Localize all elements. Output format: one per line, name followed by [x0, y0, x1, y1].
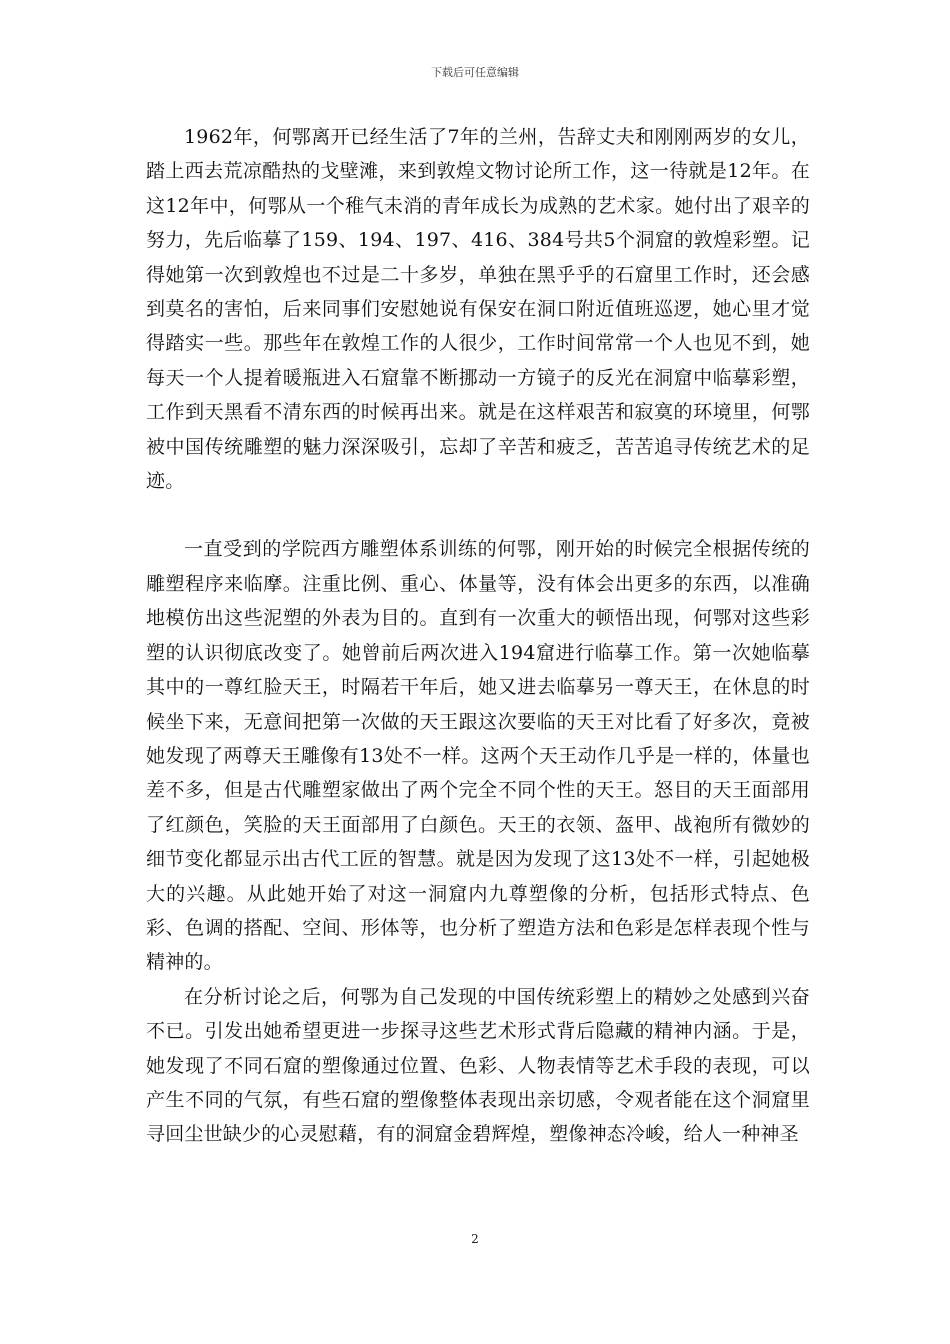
paragraph-1: 1962年，何鄂离开已经生活了7年的兰州，告辞丈夫和刚刚两岁的女儿，踏上西去荒凉酷热的戈壁滩，来到敦煌文物讨论所工作，这一待就是12年。在这12年中，何鄂从一个稚气未消的青年成长为成熟的艺术家。她付出了艰辛的努力，先后临摹了159、194、197、416、384号共5个洞窟的敦煌彩塑。记得她第一次到敦煌也不过是二十多岁，单独在黑乎乎的石窟里工作时，还会感到莫名的害怕，后来同事们安慰她说有保安在洞口附近值班巡逻，她心里才觉得踏实一些。那些年在敦煌工作的人很少，工作时间常常一个人也见不到，她每天一个人提着暖瓶进入石窟靠不断挪动一方镜子的反光在洞窟中临摹彩塑，工作到天黑看不清东西的时候再出来。就是在这样艰苦和寂寞的环境里，何鄂被中国传统雕塑的魅力深深吸引，忘却了辛苦和疲乏，苦苦追寻传统艺术的足迹。 — [146, 126, 810, 493]
page-number: 2 — [471, 1232, 479, 1246]
document-body — [146, 120, 810, 1152]
paragraph-3: 在分析讨论之后，何鄂为自己发现的中国传统彩塑上的精妙之处感到兴奋不已。引发出她希望更进一步探寻这些艺术形式背后隐藏的精神内涵。于是，她发现了不同石窟的塑像通过位置、色彩、人物表情等艺术手段的表现，可以产生不同的气氛，有些石窟的塑像整体表现出亲切感，令观者能在这个洞窟里寻回尘世缺少的心灵慰藉，有的洞窟金碧辉煌，塑像神态冷峻，给人一种神圣 — [146, 985, 810, 1146]
paragraph-2: 一直受到的学院西方雕塑体系训练的何鄂，刚开始的时候完全根据传统的雕塑程序来临摩。注重比例、重心、体量等，没有体会出更多的东西，以准确地模仿出这些泥塑的外表为目的。直到有一次重大的顿悟出现，何鄂对这些彩塑的认识彻底改变了。她曾前后两次进入194窟进行临摹工作。第一次她临摹其中的一尊红脸天王，时隔若干年后，她又进去临摹另一尊天王，在休息的时候坐下来，无意间把第一次做的天王跟这次要临的天王对比看了好多次，竟被她发现了两尊天王雕像有13处不一样。这两个天王动作几乎是一样的，体量也差不多，但是古代雕塑家做出了两个完全不同个性的天王。怒目的天王面部用了红颜色，笑脸的天王面部用了白颜色。天王的衣领、盔甲、战袍所有微妙的细节变化都显示出古代工匠的智慧。就是因为发现了这13处不一样，引起她极大的兴趣。从此她开始了对这一洞窟内九尊塑像的分析，包括形式特点、色彩、色调的搭配、空间、形体等，也分析了塑造方法和色彩是怎样表现个性与精神的。 — [146, 538, 810, 974]
page-header: 下载后可任意编辑 — [431, 66, 519, 79]
